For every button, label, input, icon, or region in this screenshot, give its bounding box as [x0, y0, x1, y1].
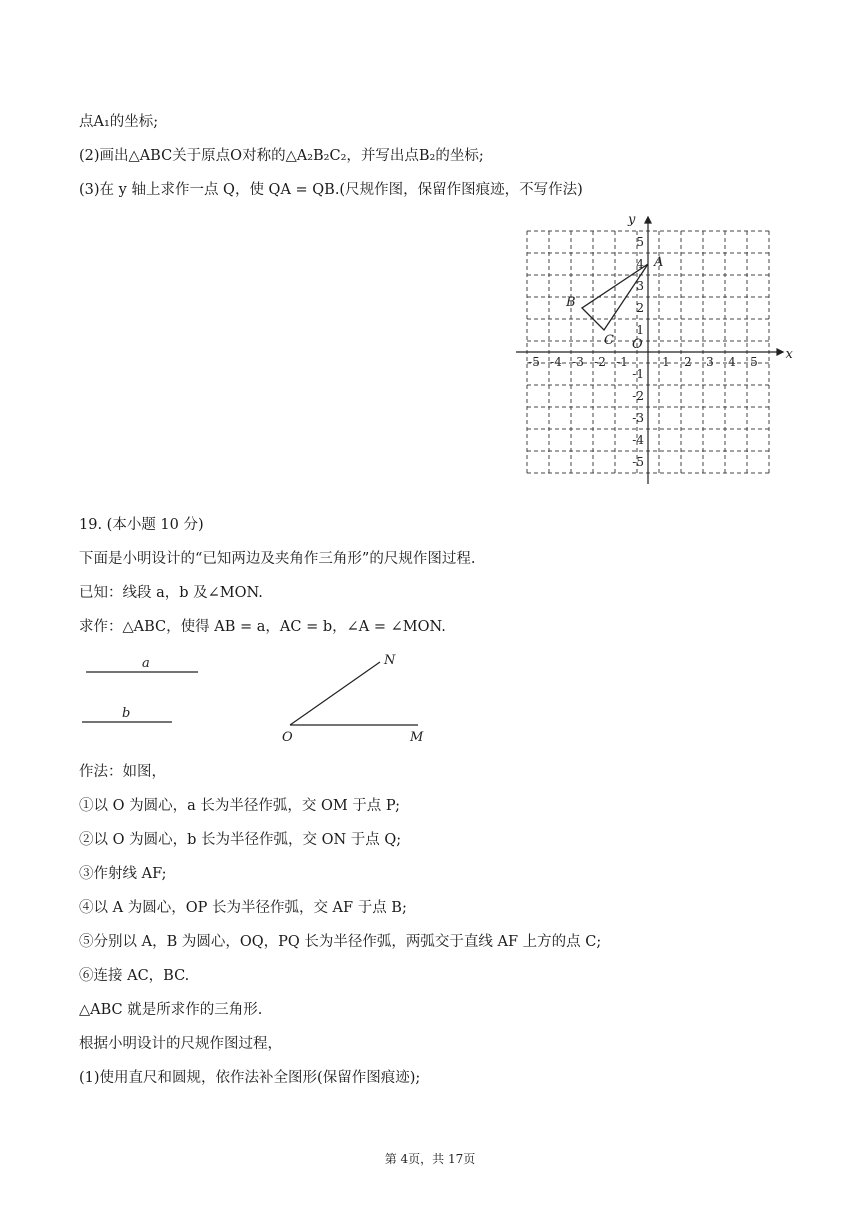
- step-4: ④以 A 为圆心，OP 长为半径作弧，交 AF 于点 B;: [79, 900, 407, 916]
- ray-on: [290, 662, 380, 725]
- step-6: ⑥连接 AC，BC.: [79, 968, 190, 984]
- x-axis-arrow: [776, 348, 784, 356]
- y-tick-label: 3: [636, 279, 644, 293]
- step-5: ⑤分别以 A，B 为圆心，OQ，PQ 长为半径作弧，两弧交于直线 AF 上方的点 C;: [79, 934, 602, 950]
- y-axis-arrow: [644, 216, 652, 224]
- step-2: ②以 O 为圆心，b 长为半径作弧，交 ON 于点 Q;: [79, 832, 402, 848]
- y-tick-label: -4: [632, 433, 644, 447]
- x-tick-label: 4: [728, 355, 736, 369]
- x-tick-label: -5: [528, 355, 540, 369]
- question-part-2: (2)画出△ABC关于原点O对称的△A₂B₂C₂，并写出点B₂的坐标;: [79, 148, 484, 164]
- y-tick-label: -3: [632, 411, 644, 425]
- segments-figure: [78, 652, 208, 730]
- segment-b-label: b: [122, 706, 131, 721]
- point-c-label: C: [604, 333, 614, 348]
- origin-label: O: [632, 337, 643, 352]
- page-footer: 第 4页，共 17页: [384, 1152, 476, 1166]
- y-tick-label: -1: [632, 367, 644, 381]
- x-axis-label: x: [785, 347, 793, 362]
- y-tick-label: 2: [636, 301, 644, 315]
- point-b-label: B: [566, 295, 576, 310]
- y-tick-label: 5: [636, 235, 644, 249]
- find-statement: 求作：△ABC，使得 AB = a，AC = b，∠A = ∠MON.: [79, 619, 446, 635]
- x-tick-label: 5: [750, 355, 758, 369]
- y-axis-label: y: [628, 212, 636, 228]
- question-19-intro: 下面是小明设计的“已知两边及夹角作三角形”的尺规作图过程.: [79, 551, 476, 567]
- y-tick-label: 1: [636, 323, 644, 337]
- subquestion-1: (1)使用直尺和圆规，依作法补全图形(保留作图痕迹);: [79, 1070, 421, 1086]
- angle-mon-figure: [276, 648, 436, 744]
- x-tick-label: 2: [684, 355, 692, 369]
- point-a-label: A: [654, 255, 664, 270]
- conclusion: △ABC 就是所求作的三角形.: [79, 1002, 263, 1018]
- given-statement: 已知：线段 a，b 及∠MON.: [79, 585, 263, 601]
- x-tick-label: -3: [572, 355, 584, 369]
- y-tick-label: -5: [632, 455, 644, 469]
- point-n-label: N: [384, 653, 396, 668]
- step-3: ③作射线 AF;: [79, 866, 167, 882]
- x-tick-label: -4: [550, 355, 562, 369]
- x-tick-label: -2: [594, 355, 606, 369]
- step-1: ①以 O 为圆心，a 长为半径作弧，交 OM 于点 P;: [79, 798, 401, 814]
- x-tick-label: 1: [662, 355, 670, 369]
- y-tick-label: -2: [632, 389, 644, 403]
- question-part-3: (3)在 y 轴上求作一点 Q，使 QA = QB.(尺规作图，保留作图痕迹，不写作法): [79, 182, 583, 198]
- method-header: 作法：如图，: [79, 764, 166, 780]
- coordinate-grid-figure: [512, 202, 793, 480]
- y-tick-label: 4: [636, 257, 644, 271]
- basis-statement: 根据小明设计的尺规作图过程，: [79, 1036, 282, 1052]
- x-tick-label: -1: [616, 355, 628, 369]
- segment-a-label: a: [142, 656, 150, 671]
- point-m-label: M: [410, 730, 424, 745]
- question-19-header: 19. (本小题 10 分): [79, 517, 204, 533]
- x-tick-label: 3: [706, 355, 714, 369]
- text-line-a1-coordinate: 点A₁的坐标;: [79, 114, 159, 130]
- vertex-o-label: O: [282, 730, 293, 745]
